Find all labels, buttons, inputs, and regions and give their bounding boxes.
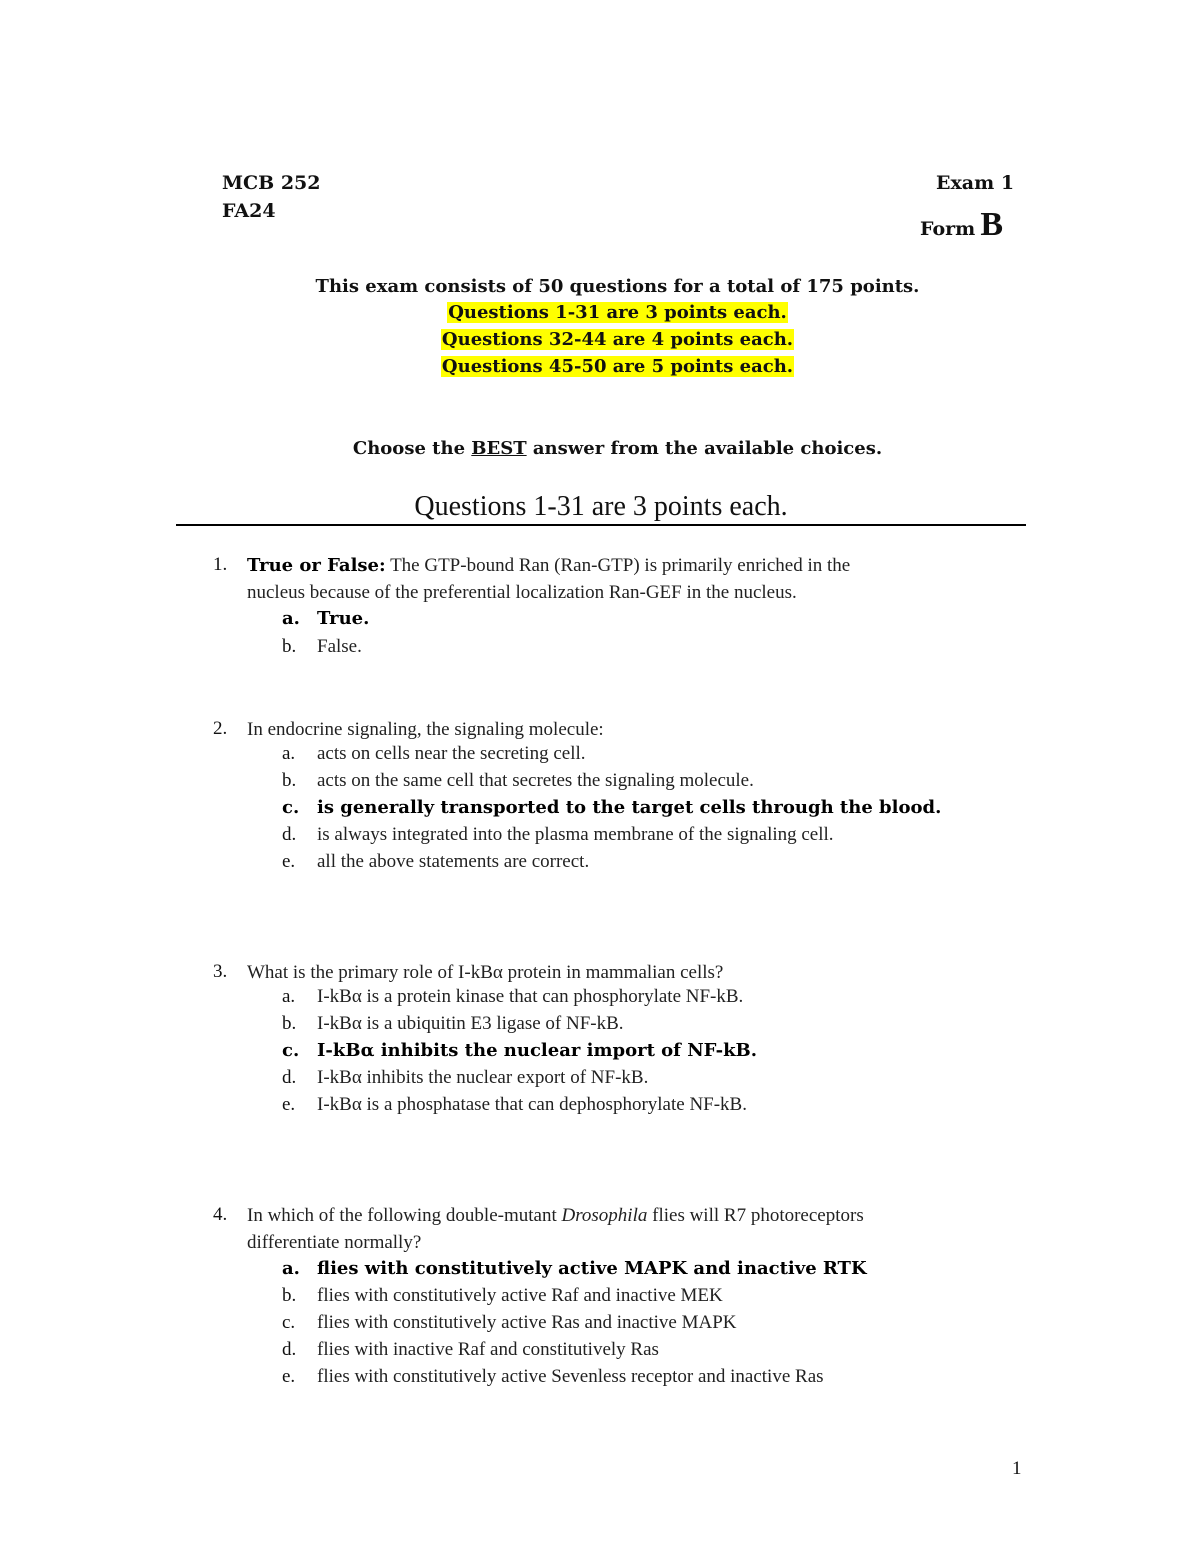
option-letter: d. [282,1067,297,1088]
exam-title: Exam 1 [936,172,1015,194]
option-letter: b. [282,1013,297,1034]
option-text: flies with constitutively active Sevenless receptor and inactive Ras [317,1366,824,1387]
option-text: I-kBα inhibits the nuclear export of NF-kB. [317,1067,649,1088]
option-text: I-kBα is a ubiquitin E3 ligase of NF-kB. [317,1013,624,1034]
option-text: all the above statements are correct. [317,851,590,872]
option-letter: e. [282,1366,296,1387]
question-number: 2. [213,718,228,739]
option-text: acts on the same cell that secretes the signaling molecule. [317,770,754,791]
question-number: 4. [213,1204,228,1225]
point-rule-3 [0,356,1200,377]
option-text-correct: is generally transported to the target cells through the blood. [317,797,942,818]
instruction-emphasis: BEST [471,438,527,459]
option-text: I-kBα is a protein kinase that can phosphorylate NF-kB. [317,986,744,1007]
option-text: flies with constitutively active Raf and inactive MEK [317,1285,723,1306]
option-letter: b. [282,770,297,791]
page-number: 1 [1012,1458,1022,1479]
option-letter: c. [282,797,300,818]
option-letter: c. [282,1312,296,1333]
term: FA24 [222,200,276,222]
question-line-1-pre: In which of the following double-mutant [247,1205,562,1226]
form-indicator [920,206,1003,244]
point-rule-3-text: Questions 45-50 are 5 points each. [441,356,794,377]
form-letter: B [980,206,1004,243]
option-letter: d. [282,1339,297,1360]
option-text: is always integrated into the plasma membrane of the signaling cell. [317,824,834,845]
question-prefix: True or False: [247,555,386,576]
option-letter: e. [282,851,296,872]
form-label: Form [920,218,976,240]
instruction-pre: Choose the [352,438,472,459]
option-text-correct: True. [317,608,370,629]
option-text: I-kBα is a phosphatase that can dephosphorylate NF-kB. [317,1094,747,1115]
question-line-1: The GTP-bound Ran (Ran-GTP) is primarily enriched in the [385,555,851,576]
option-letter: c. [282,1040,300,1061]
option-letter: d. [282,824,297,845]
option-text: False. [317,636,362,657]
instruction-post: answer from the available choices. [526,438,883,459]
point-rule-2 [0,329,1200,350]
total-points-text: This exam consists of 50 questions for a total of 175 points. [315,276,920,297]
option-letter: b. [282,1285,297,1306]
species-name: Drosophila [561,1205,648,1226]
option-letter: b. [282,636,297,657]
question-line-1-post: flies will R7 photoreceptors [647,1205,864,1226]
option-text: acts on cells near the secreting cell. [317,743,586,764]
option-letter: e. [282,1094,296,1115]
question-line-2: differentiate normally? [247,1232,422,1253]
question-text: In endocrine signaling, the signaling molecule: [247,719,604,740]
instruction [0,438,1200,459]
option-text: flies with constitutively active Ras and inactive MAPK [317,1312,737,1333]
course-code: MCB 252 [222,172,321,194]
option-letter: a. [282,608,300,629]
option-text-correct: flies with constitutively active MAPK and inactive RTK [317,1258,867,1279]
option-letter: a. [282,986,296,1007]
question-number: 1. [213,554,228,575]
point-rule-2-text: Questions 32-44 are 4 points each. [441,329,794,350]
option-text-correct: I-kBα inhibits the nuclear import of NF-kB. [317,1040,758,1061]
option-letter: a. [282,743,296,764]
question-text: What is the primary role of I-kBα protein in mammalian cells? [247,962,724,983]
question-text [247,1202,864,1229]
section-title: Questions 1-31 are 3 points each. [176,490,1026,526]
point-rule-1-text: Questions 1-31 are 3 points each. [448,302,787,323]
option-text: flies with inactive Raf and constitutively Ras [317,1339,659,1360]
question-number: 3. [213,961,228,982]
option-letter: a. [282,1258,300,1279]
question-line-2: nucleus because of the preferential localization Ran-GEF in the nucleus. [247,582,797,603]
point-rule-1 [0,302,1200,323]
question-text [247,552,850,579]
